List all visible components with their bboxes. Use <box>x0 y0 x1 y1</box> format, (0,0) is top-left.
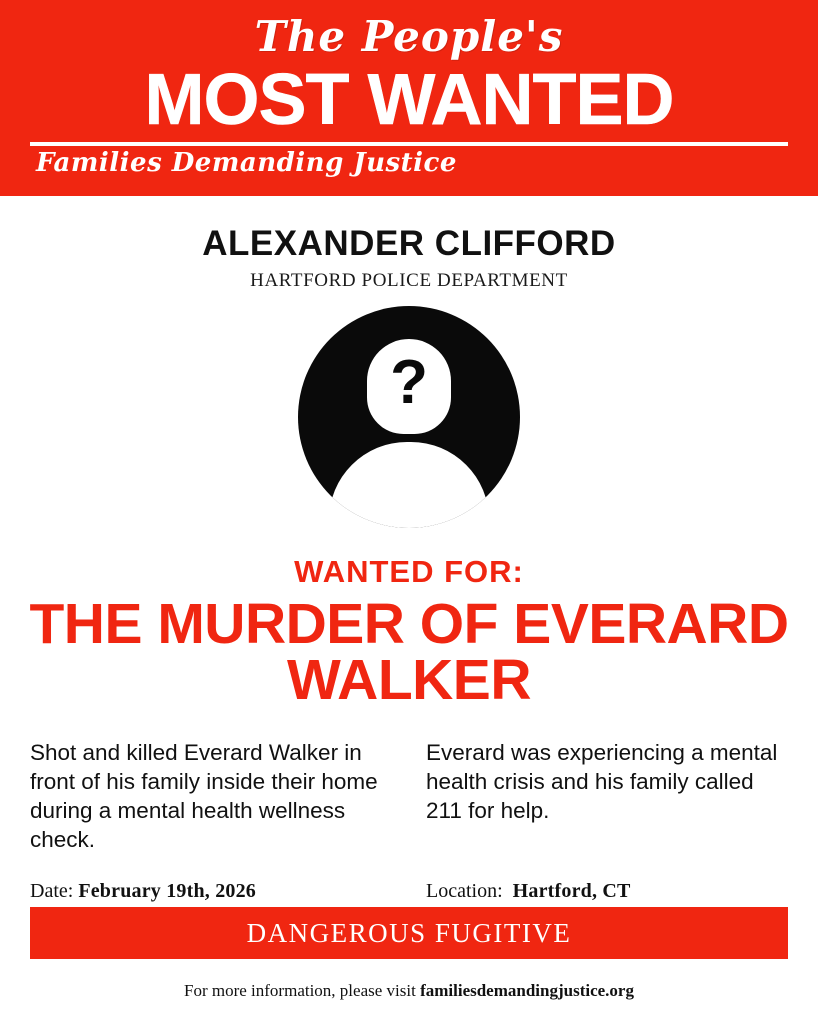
wanted-for-label: WANTED FOR: <box>294 554 524 589</box>
subject-photo-area <box>0 306 818 528</box>
wanted-for-crime: THE MURDER OF EVERARD WALKER <box>29 592 789 712</box>
status-badge <box>30 907 788 959</box>
subject-name: ALEXANDER CLIFFORD <box>202 224 616 263</box>
unknown-person-icon <box>298 306 520 528</box>
header-peoples-title: The People's <box>254 12 564 61</box>
details-right-column <box>426 738 788 854</box>
meta-section <box>0 880 818 903</box>
avatar-body-shape <box>329 442 489 528</box>
victim-context: Everard was experiencing a mental health crisis and his family called 211 for help. <box>426 740 778 823</box>
poster-header <box>0 0 818 196</box>
footer-note-prefix: For more information, please visit <box>184 981 421 1000</box>
incident-description: Shot and killed Everard Walker in front of his family inside their home during a mental health wellness check. <box>30 740 378 852</box>
header-most-wanted-title: MOST WANTED <box>144 60 674 140</box>
subject-department: HARTFORD POLICE DEPARTMENT <box>250 270 568 291</box>
details-section <box>0 738 818 854</box>
location-value: Hartford, CT <box>512 880 631 902</box>
footer-website-link[interactable]: familiesdemandingjustice.org <box>420 981 634 1000</box>
details-left-column <box>30 738 392 854</box>
date-value: February 19th, 2026 <box>78 880 256 902</box>
date-field <box>30 880 392 903</box>
question-mark-icon: ? <box>390 348 428 417</box>
footer-note <box>0 981 818 1001</box>
status-badge-label: DANGEROUS FUGITIVE <box>246 917 572 948</box>
location-label: Location: <box>426 880 503 902</box>
header-organization-name: Families Demanding Justice <box>36 148 457 178</box>
location-field <box>426 880 788 903</box>
date-label: Date: <box>30 880 74 902</box>
